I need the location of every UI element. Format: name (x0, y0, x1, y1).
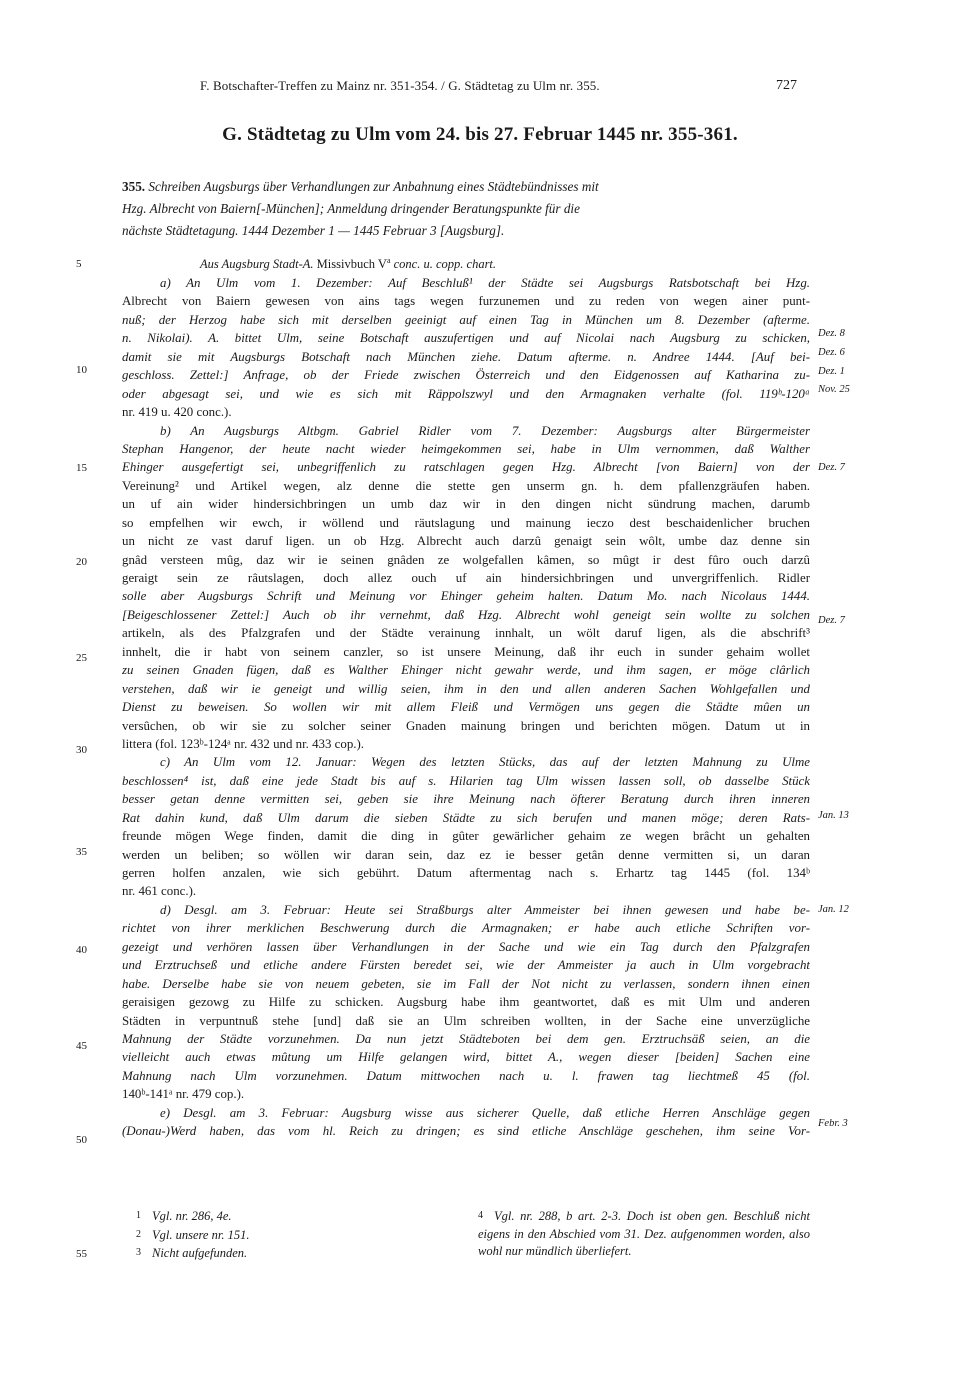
footnote (478, 1207, 810, 1261)
footnotes-right (478, 1207, 810, 1261)
text-line: versûchen, ob wir sie zu solcher seiner Gnaden mainung bringen und berichten mögen. Datum ut in (122, 718, 810, 733)
document-body (122, 274, 810, 1141)
text-line: un nicht ze vast daruf ligen. un ob Hzg. Albrecht auch darzû genaigt sein wôlt, umbe daz denne sin (122, 534, 810, 549)
text-line: damit sie mit Augsburgs Botschaft nach München ziehe. Datum afterme. n. Andree 1444. [Auf bei- (122, 349, 810, 364)
line-number: 35 (76, 846, 87, 858)
margin-date: Dez. 7 (818, 462, 845, 473)
margin-date: Dez. 6 (818, 347, 845, 358)
text-line: (Donau-)Werd haben, das vom hl. Reich zu dringen; es sind etliche Anschläge geschehen, ihm seine Vor- (122, 1124, 810, 1139)
margin-date: Dez. 8 (818, 328, 845, 339)
text-line: zu seinen Gnaden fügen, daß es Walther Ehinger nicht gewahr werde, und ihm sagen, er möge clârlich (122, 663, 810, 678)
footnote-text: Nicht aufgefunden. (152, 1246, 248, 1260)
line-number: 5 (76, 258, 82, 270)
text-line: nr. 461 conc.). (122, 884, 197, 899)
text-line: c) An Ulm vom 12. Januar: Wegen des letzten Stücks, das auf der letzten Mahnung zu Ulme (160, 755, 810, 770)
footnote-number: 4 (478, 1210, 483, 1221)
text-line: Stephan Hangenor, der heute nacht wieder heimgekommen sei, habe in Ulm vernommen, daß Walther (122, 441, 810, 456)
footnotes-left (136, 1207, 456, 1263)
page-number: 727 (776, 78, 797, 93)
text-line: innhelt, die ir habt von seinem canzler, so ist unsere Meinung, daß ihr euch in sunder gehaim wollet (122, 644, 810, 659)
footnote-text: Vgl. nr. 286, 4e. (152, 1209, 232, 1223)
text-line: habe. Derselbe habe sie von neuem gebeten, sie im Fall der Not nicht zu verlassen, sondern ihnen einen (122, 976, 810, 991)
source-collection: Missivbuch V (316, 257, 387, 272)
text-line: Ehinger ausgefertigt sei, unbegriffenlich zu ratschlagen gegen Hzg. Albrecht [von Baiern] von der (122, 460, 810, 475)
running-head: F. Botschafter-Treffen zu Mainz nr. 351-354. / G. Städtetag zu Ulm nr. 355. (200, 78, 600, 93)
footnote-number: 1 (136, 1210, 141, 1221)
document-number: 355. (122, 179, 146, 194)
line-number: 45 (76, 1040, 87, 1052)
text-line: Rat dahin kund, daß Ulm darum die sieben Städte zu sich berufen und manen möge; deren Rats- (122, 810, 810, 825)
source-line (200, 252, 800, 273)
text-line: Dienst zu beweisen. So wollen wir mit allem Fleiß und Vermögen uns gegen die Städte mûen un (122, 700, 810, 715)
text-line: verstehen, daß wir ie geneigt und willig seien, ihm in den und allen anderen Sachen Wohlgefallen und (122, 681, 810, 696)
text-line: solle aber Augsburgs Schrift und Meinung vor Ehinger geheim halten. Datum Mo. nach Nicolaus 1444. (122, 589, 810, 604)
footnote (136, 1226, 456, 1245)
footnote-text: Vgl. nr. 288, b art. 2-3. Doch ist oben gen. Beschluß nicht eigens in den Abschied vom 31. Dez. aufgenommen worden, also wohl nur mündlich überliefert. (478, 1209, 810, 1258)
text-line: b) An Augsburgs Altbgm. Gabriel Ridler vom 7. Dezember: Augsburgs alter Bürgermeister (160, 423, 810, 438)
text-line: Vereinung² und Artikel wegen, alz denne die stette gen unserm gn. h. dem pfallenzgräufen haben. (122, 478, 810, 493)
margin-date: Jan. 12 (818, 904, 849, 915)
line-number: 55 (76, 1248, 87, 1260)
line-number: 40 (76, 944, 87, 956)
footnote-text: Vgl. unsere nr. 151. (152, 1227, 250, 1242)
text-line: beschlossen⁴ ist, daß eine jede Stadt bis auf s. Hilarien tag Ulm wissen lassen soll, ob dasselbe Stück (122, 773, 810, 788)
source-sup: a (386, 256, 391, 265)
line-number: 20 (76, 556, 87, 568)
text-line: werden un beliben; so wöllen wir daran sein, daz ez ie besser getân denne vermitten si, un daran (122, 847, 810, 862)
text-line: e) Desgl. am 3. Februar: Augsburg wisse aus sicherer Quelle, daß etliche Herren Anschläge gegen (160, 1105, 810, 1120)
line-number: 25 (76, 652, 87, 664)
text-line: geraisigen gezowg zu Hilfe zu schicken. Augsburg habe ihm geantwortet, daß es mit Ulm und anderen (122, 995, 810, 1010)
margin-date: Febr. 3 (818, 1118, 848, 1129)
text-line: Albrecht von Baiern gewesen von ains tags wegen furzunemen und zu reden von wegen ainer punt- (122, 294, 810, 309)
margin-date: Dez. 1 (818, 366, 845, 377)
line-number: 10 (76, 364, 87, 376)
section-title: G. Städtetag zu Ulm vom 24. bis 27. Februar 1445 nr. 355-361. (222, 124, 738, 145)
footnote-number: 2 (136, 1228, 141, 1240)
line-number: 15 (76, 462, 87, 474)
margin-date: Nov. 25 (818, 384, 850, 395)
margin-date: Dez. 7 (818, 615, 845, 626)
text-line: gnâd versteen mûg, daz wir ie seinen gnâden ze wolgefallen kâmen, so mûgt ir dest fûro ouch darzû (122, 552, 810, 567)
line-number: 30 (76, 744, 87, 756)
text-line: nr. 419 u. 420 conc.). (122, 405, 232, 420)
line-number: 50 (76, 1134, 87, 1146)
footnote-number: 3 (136, 1247, 141, 1258)
text-line: d) Desgl. am 3. Februar: Heute sei Straßburgs alter Ammeister bei ihnen gewesen und habe be- (160, 902, 810, 917)
text-line: Städten in verpuntnuß stehe [und] daß sie an Ulm schreiben wollten, in der Sache eine unverzügliche (122, 1013, 810, 1028)
text-line: n. Nikolai). A. bittet Ulm, seine Botschaft auszufertigen und auf Nicolai nach Augsburg zu schicken, (122, 331, 810, 346)
regest-line-3: nächste Städtetagung. 1444 Dezember 1 — 1445 Februar 3 [Augsburg]. (122, 223, 505, 238)
text-line: littera (fol. 123ᵇ-124ᵃ nr. 432 und nr. 433 cop.). (122, 736, 365, 751)
margin-date: Jan. 13 (818, 810, 849, 821)
text-line: Mahnung der Städte vorzunehmen. Da nun jetzt Städteboten bei dem gen. Erztruchsäß seien, an die (122, 1031, 810, 1046)
text-line: gerren holfen anzalen, wie sich gebührt. Datum aftermentag nach s. Erhartz tag 1445 (fol. 134ᵇ (122, 866, 810, 880)
text-line: 140ᵇ-141ᵃ nr. 479 cop.). (122, 1087, 245, 1102)
text-line: un uf ain wider hindersichbringen un umb daz wir in den dingen nicht sündrung machen, darumb (122, 497, 810, 512)
source-archive: Aus Augsburg Stadt-A. (200, 257, 314, 272)
text-line: geschloss. Zettel:] Anfrage, ob der Friede zwischen Österreich und den Eidgenossen auf Katharina zu- (122, 368, 810, 383)
text-line: besser getan denne vermitten sei, geben sie ihre Meinung nach öfterer Beratung durch ihren inneren (122, 792, 810, 807)
text-line: Mahnung nach Ulm vorzunehmen. Datum mittwochen nach u. l. frawen tag liechtmeß 45 (fol. (122, 1068, 810, 1083)
text-line: so empfelhen wir ewch, ir wöllend und räutslagung und mainung ieczo dest beschaidenlicher bruchen (122, 515, 810, 530)
text-line: richtet von ihrer merklichen Beschwerung durch die Armagnaken; er habe auch etliche Schriften vor- (122, 921, 810, 936)
footnote (136, 1244, 456, 1263)
text-line: und Erztruchseß und etliche andere Fürsten beredet sei, wie der Ammeister ja auch in Ulm vorgebracht (122, 958, 810, 973)
text-line: oder abgesagt sei, und wie es sich mit Räppolszwyl und den Armagnaken verhalte (fol. 119ᵇ-120ᵃ (122, 386, 810, 401)
text-line: freunde mögen Wege finden, damit die ding in gûter gewärlicher gehaim ze wegen brâcht un gehalten (122, 829, 810, 844)
text-line: artikeln, als des Pfalzgrafen und der Städte verainung innhalt, un wölt daruf ligen, als die abschrift³ (122, 626, 810, 641)
text-line: geraigt sein ze râutslagen, doch allez ouch uf ain hindersichbringen und unvergriffenlich. Ridler (122, 571, 810, 585)
text-line: a) An Ulm vom 1. Dezember: Auf Beschluß¹ der Städte sei Augsburgs Ratsbotschaft bei Hzg. (160, 276, 810, 290)
text-line: gezeigt und verhören lassen über Verhandlungen in der Sache und wie ein Tag durch den Pfalzgrafen (122, 939, 810, 954)
source-remark: conc. u. copp. chart. (393, 257, 497, 272)
regest-line-1 (122, 176, 810, 197)
regest-text-1: Schreiben Augsburgs über Verhandlungen zur Anbahnung eines Städtebündnisses mit (148, 179, 599, 194)
text-line: vielleicht auch etwas mûtung um Hilfe gelangen wird, bittet A., wegen dieser [beiden] Sachen eine (122, 1050, 810, 1065)
regest-line-2: Hzg. Albrecht von Baiern[-München]; Anmeldung dringender Beratungspunkte für die (122, 201, 580, 216)
text-line: nuß; der Herzog habe sich mit derselben geeinigt auf einen Tag in München um 8. Dezember (afterme. (122, 312, 810, 327)
footnote (136, 1207, 456, 1226)
text-line: [Beigeschlossener Zettel:] Auch ob ihr vernehmt, daß Hzg. Albrecht wohl geneigt sein wollte zu solchen (122, 607, 810, 622)
